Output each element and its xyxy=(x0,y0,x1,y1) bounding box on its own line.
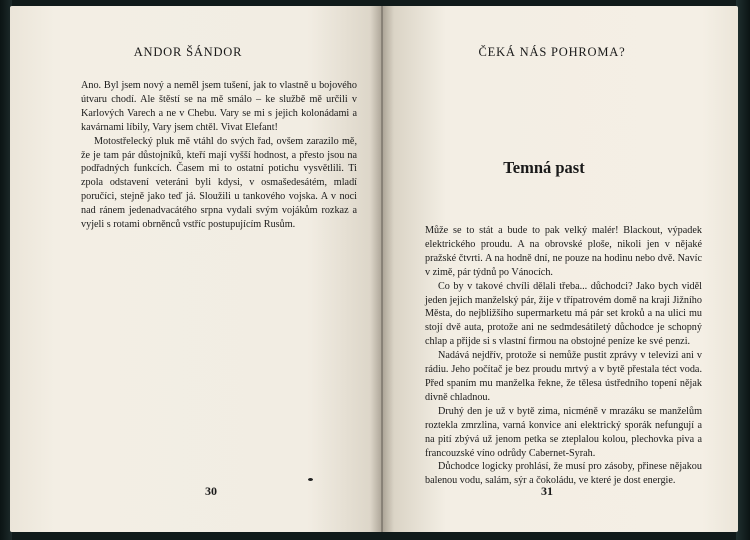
running-head-title: ČEKÁ NÁS POHROMA? xyxy=(478,45,626,59)
paragraph: Důchodce logicky prohlásí, že musí pro zásoby, přinese nějakou balenou vodu, salám, sýr a čokoládu, ve které je dost energie. xyxy=(425,461,702,487)
page-number-right: 31 xyxy=(541,484,553,498)
right-page-body xyxy=(425,224,702,488)
paragraph: Druhý den je už v bytě zima, nicméně v mrazáku se manželům roztekla zmrzlina, varná konvice ani elektrický sporák nefungují a na pití zbývá už jenom petka se zteplalou kolou, plechovka piva a francouzské víno odrůdy Cabernet-Syrah. xyxy=(425,405,702,459)
paragraph: Může se to stát a bude to pak velký malér! Blackout, výpadek elektrického proudu. A na obrovské ploše, nikoli jen v nějaké pražské čtvrti. A na hodně dní, ne pouze na hodinu nebo dvě. Navíc v zimě, pár týdnů po Vánocích. xyxy=(425,225,702,278)
book-cover-edge-right xyxy=(736,0,750,540)
left-page-body xyxy=(81,79,357,232)
paragraph: Co by v takové chvíli dělali třeba... důchodci? Jako bych viděl jeden jejich manželský pár, žije v třípatrovém domě na kraji Jižního Města, do nejbližšího supermarketu má pár set kroků a na ulici mu stojí dvě auta, protože ani ne sedmdesátiletý důchodce je schopný chlap a přijde si s vlastní firmou na obstojné peníze ke své penzi. xyxy=(425,280,702,348)
left-page xyxy=(10,6,382,532)
paragraph: Nadává nejdřív, protože si nemůže pustit zprávy v televizi ani v rádiu. Jeho počítač je bez proudu mrtvý a v bytě přestala téct voda. Před spaním mu manželka řekne, že tělesa ústředního topení nějak divně chladnou. xyxy=(425,350,702,403)
paragraph: Ano. Byl jsem nový a neměl jsem tušení, jak to vlastně u bojového útvaru chodí. Ale štěstí se na mě smálo – ke službě mě určili v Karlových Varech a ne v Chebu. Vary se mi s jejich kolonádami a kavárnami líbily, Vary jsem chtěl. Vivat Elefant! xyxy=(81,80,357,133)
paragraph: Motostřelecký pluk mě vtáhl do svých řad, ovšem zarazilo mě, že je tam pár důstojníků, kteří mají vyšší hodnost, a přesto jsou na podřadných funkcích. Časem mi to ostatní potichu vysvětlili. Ti zpola odstavení veteráni byli kdysi, v osmašedesátém, mladí poručíci, stejně jako teď já. Sloužili u tankového vojska. A v noci nad ránem jedenadvacátého srpna vydali svým vojákům rozkaz a vyjeli s rotami obrněnců vstříc postupujícím Rusům. xyxy=(81,135,357,231)
right-page xyxy=(382,6,738,532)
chapter-title: Temná past xyxy=(503,158,585,177)
page-number-left: 30 xyxy=(205,484,217,498)
running-head-author: ANDOR ŠÁNDOR xyxy=(133,45,243,59)
ink-speck xyxy=(308,478,313,481)
